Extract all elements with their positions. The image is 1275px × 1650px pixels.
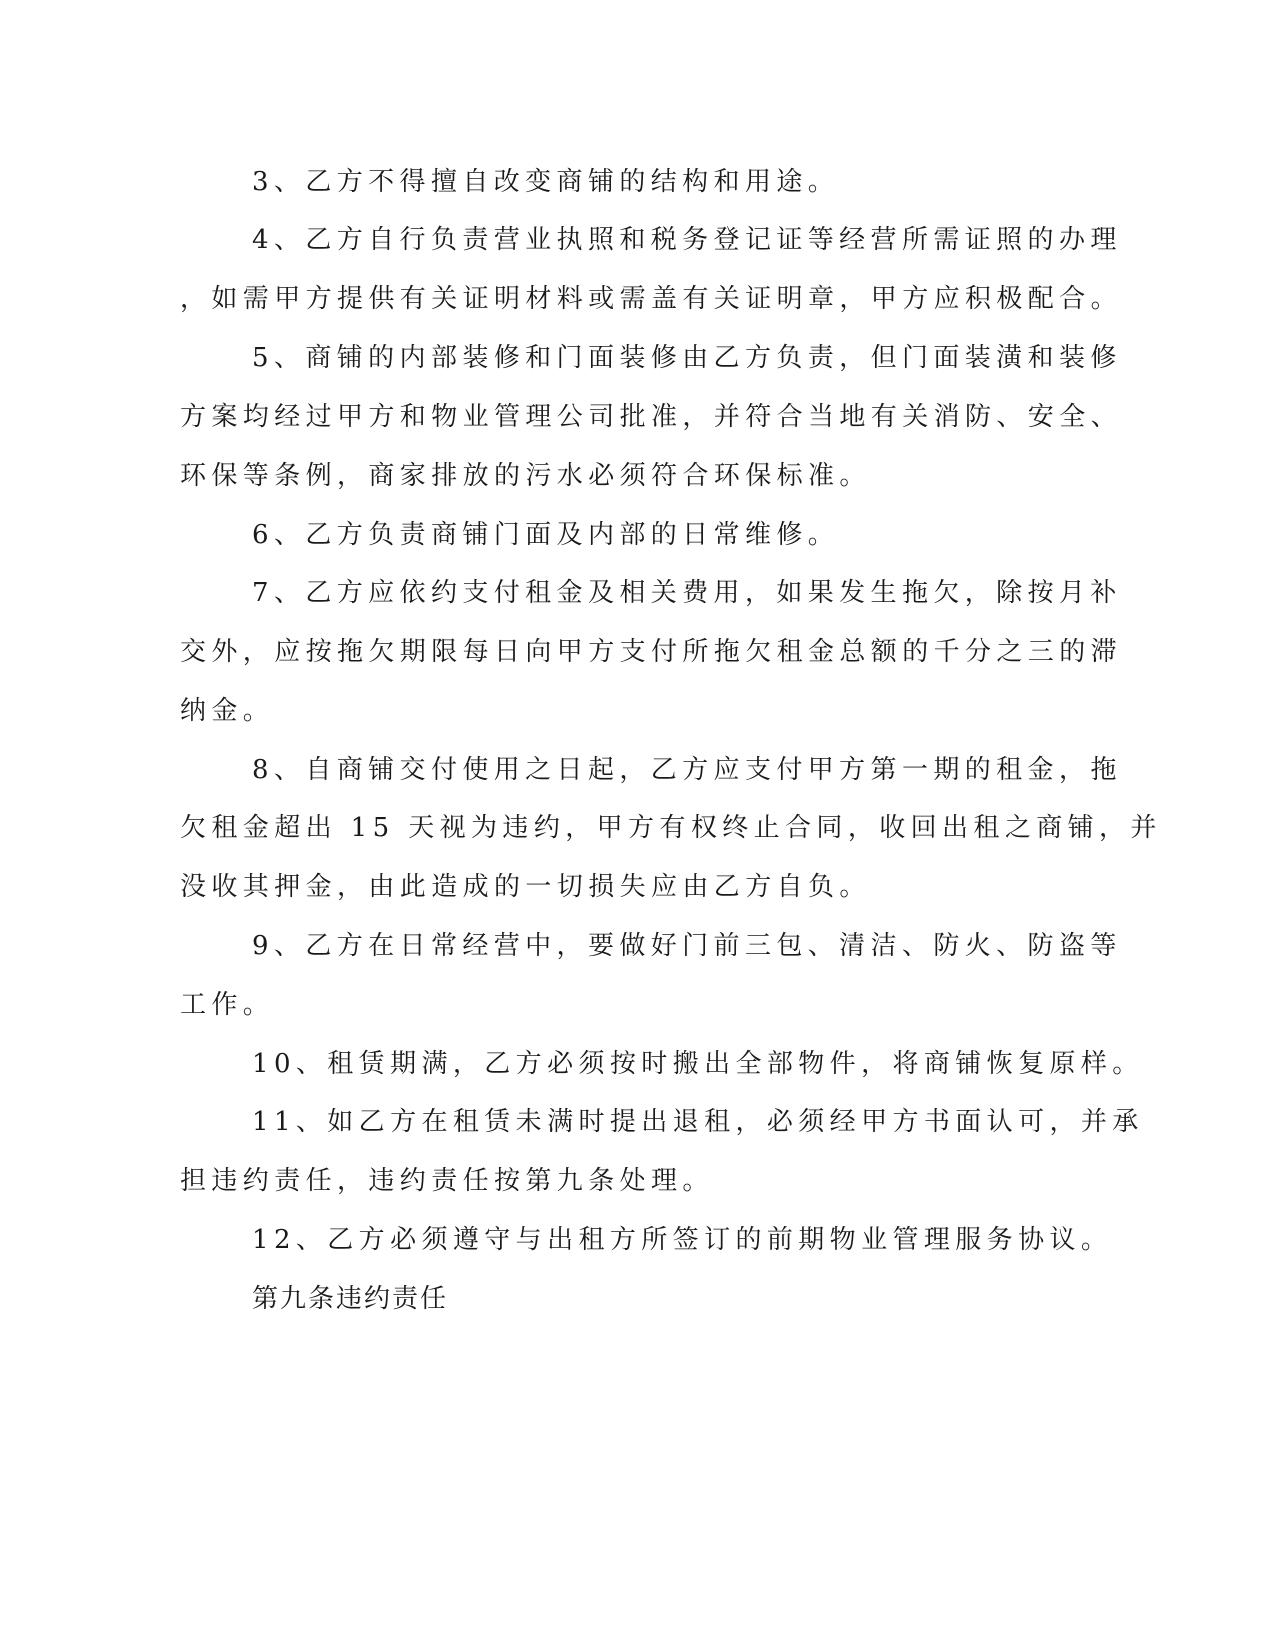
clause-7-line-3: 纳金。 [180,696,275,726]
clause-6-line-1: 6、乙方负责商铺门面及内部的日常维修。 [252,520,840,550]
clause-5-line-2: 方案均经过甲方和物业管理公司批准，并符合当地有关消防、安全、 [180,402,1123,432]
clause-8-line-1: 8、自商铺交付使用之日起，乙方应支付甲方第一期的租金，拖 [252,755,1122,785]
clause-11-line-1: 11、如乙方在租赁未满时提出退租，必须经甲方书面认可，并承 [252,1107,1144,1137]
clause-9-line-1: 9、乙方在日常经营中，要做好门前三包、清洁、防火、防盗等 [252,931,1122,961]
section-heading-article-9: 第九条违约责任 [252,1284,449,1314]
clause-10-line-1: 10、租赁期满，乙方必须按时搬出全部物件，将商铺恢复原样。 [252,1049,1144,1079]
clause-4-line-1: 4、乙方自行负责营业执照和税务登记证等经营所需证照的办理 [252,225,1122,255]
clause-8-line-3: 没收其押金，由此造成的一切损失应由乙方自负。 [180,872,871,902]
clause-3-line-1: 3、乙方不得擅自改变商铺的结构和用途。 [252,167,840,197]
clause-7-line-2: 交外，应按拖欠期限每日向甲方支付所拖欠租金总额的千分之三的滞 [180,637,1123,667]
clause-8-line-2: 欠租金超出 15 天视为违约，甲方有权终止合同，收回出租之商铺，并 [180,813,1162,843]
clause-11-line-2: 担违约责任，违约责任按第九条处理。 [180,1166,714,1196]
clause-9-line-2: 工作。 [180,990,275,1020]
clause-5-line-3: 环保等条例，商家排放的污水必须符合环保标准。 [180,461,871,491]
clause-5-line-1: 5、商铺的内部装修和门面装修由乙方负责，但门面装潢和装修 [252,343,1122,373]
clause-12-line-1: 12、乙方必须遵守与出租方所签订的前期物业管理服务协议。 [252,1225,1113,1255]
clause-4-line-2: ，如需甲方提供有关证明材料或需盖有关证明章，甲方应积极配合。 [180,284,1123,314]
clause-7-line-1: 7、乙方应依约支付租金及相关费用，如果发生拖欠，除按月补 [252,578,1122,608]
